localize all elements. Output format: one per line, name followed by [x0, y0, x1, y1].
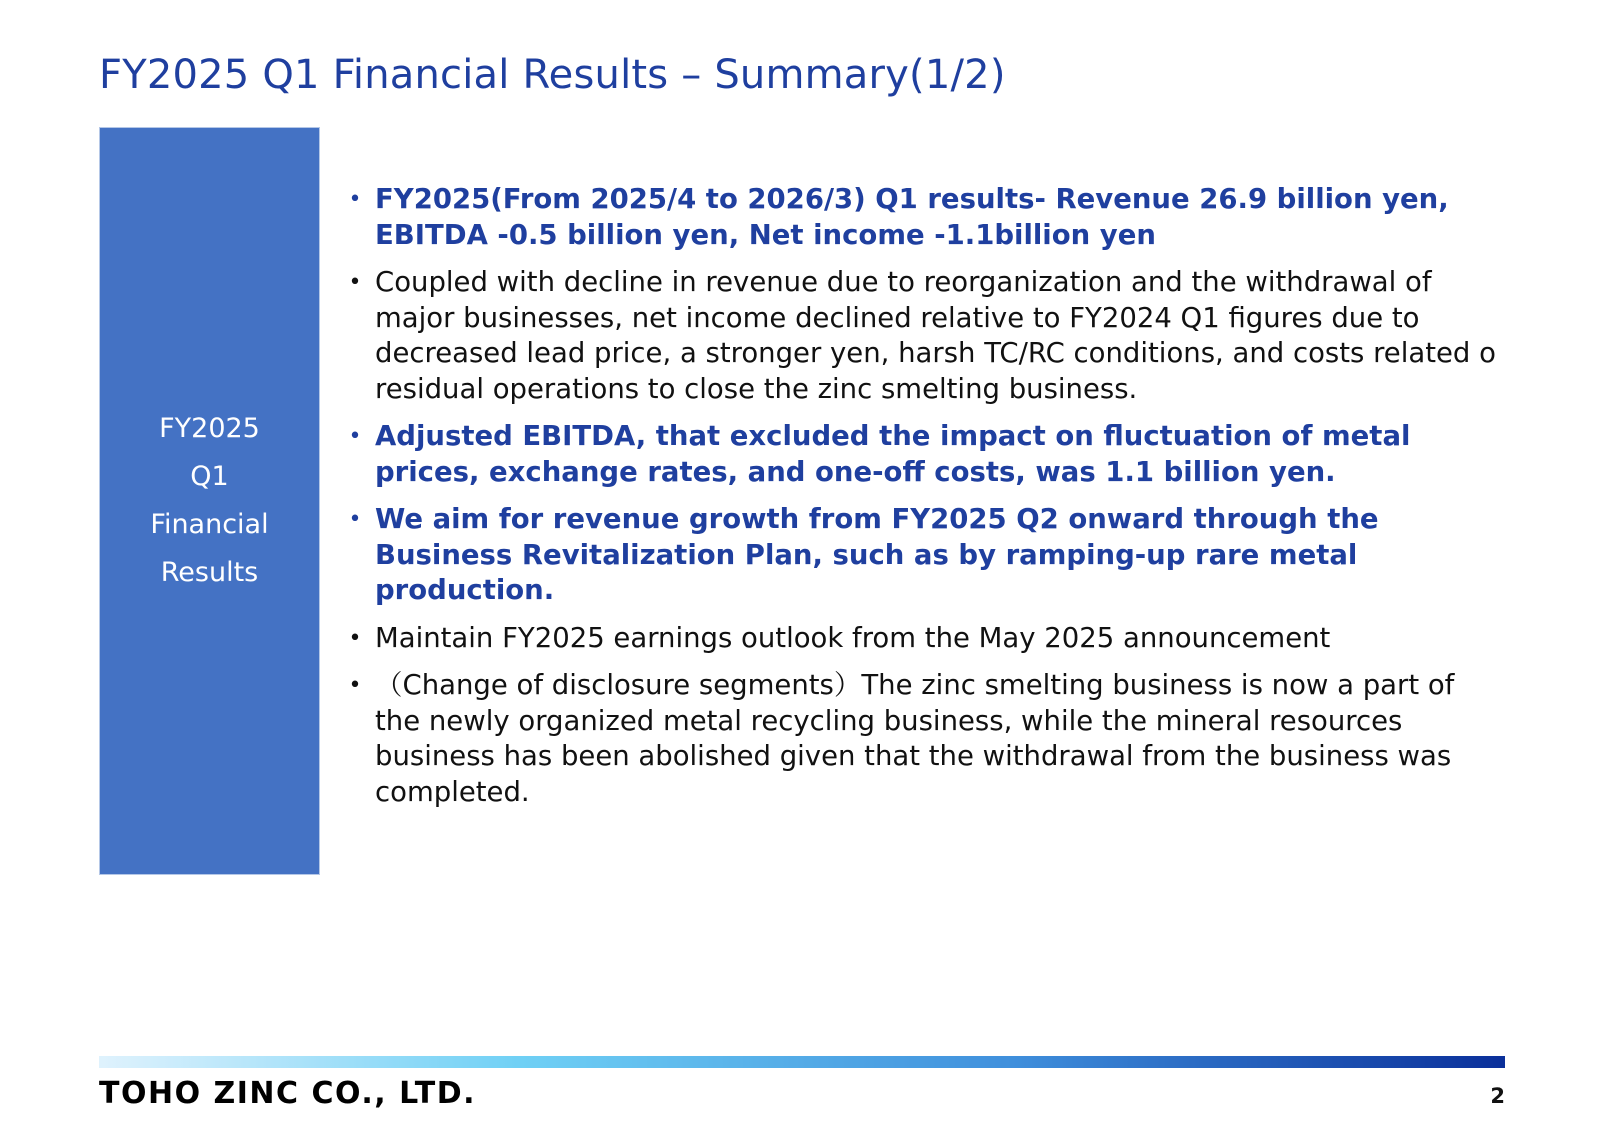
summary-bullet-list [345, 182, 1505, 822]
page-number: 2 [1490, 1084, 1505, 1108]
bullet-dot-icon: • [348, 270, 362, 295]
bullet-dot-icon: • [348, 187, 362, 212]
bullet-item-adjusted-ebitda [345, 419, 1505, 490]
bullet-text: Maintain FY2025 earnings outlook from the May 2025 announcement [375, 621, 1331, 654]
bullet-text: We aim for revenue growth from FY2025 Q2 onward through the Business Revitalization Plan, such as by ramping-up rare metal production. [375, 503, 1379, 606]
section-label-line: FY2025 [159, 413, 260, 444]
bullet-text: （Change of disclosure segments）The zinc smelting business is now a part of the newly organized metal recycling business, while the mineral resources business has been abolished given that the withdrawal from the business was completed. [375, 669, 1455, 808]
bullet-item-segments [345, 668, 1505, 810]
bullet-item-decline [345, 265, 1505, 407]
bullet-text: FY2025(From 2025/4 to 2026/3) Q1 results- Revenue 26.9 billion yen, EBITDA -0.5 billion yen, Net income -1.1billion yen [375, 183, 1449, 251]
bullet-dot-icon: • [348, 507, 362, 532]
bullet-dot-icon: • [348, 673, 362, 698]
bullet-item-revenue-growth [345, 502, 1505, 609]
bullet-text: Adjusted EBITDA, that excluded the impact on fluctuation of metal prices, exchange rates, and one-off costs, was 1.1 billion yen. [375, 420, 1411, 488]
section-label-line: Results [160, 557, 259, 588]
bullet-item-results [345, 182, 1505, 253]
section-label-line: Q1 [190, 461, 229, 492]
bullet-text: Coupled with decline in revenue due to reorganization and the withdrawal of major businesses, net income declined relative to FY2024 Q1 figures due to decreased lead price, a stronger yen, harsh TC/RC conditions, and costs related o residual operations to close the zinc smelting business. [375, 266, 1496, 405]
slide-title: FY2025 Q1 Financial Results – Summary(1/2) [99, 52, 1006, 98]
footer-gradient-bar [99, 1056, 1505, 1068]
company-logo: TOHO ZINC CO., LTD. [99, 1076, 477, 1111]
bullet-item-outlook [345, 621, 1505, 657]
section-label-panel [99, 127, 320, 875]
section-label-line: Financial [150, 509, 269, 540]
bullet-dot-icon: • [348, 424, 362, 449]
bullet-dot-icon: • [348, 625, 362, 651]
